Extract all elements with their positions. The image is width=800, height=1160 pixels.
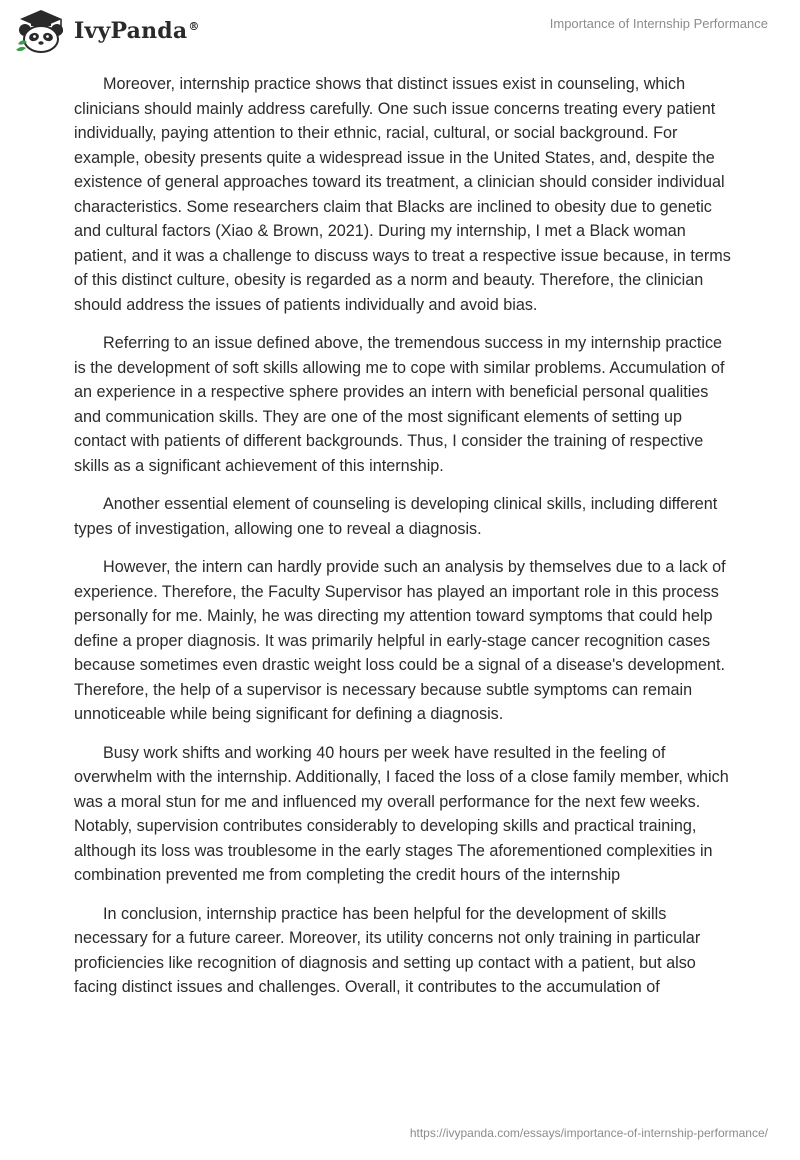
page-header bbox=[0, 0, 800, 60]
document-title: Importance of Internship Performance bbox=[549, 16, 768, 31]
paragraph: Another essential element of counseling is developing clinical skills, including different types of investigation, allowing one to reveal a diagnosis. bbox=[74, 495, 718, 538]
panda-graduate-icon bbox=[14, 8, 68, 54]
paragraph: However, the intern can hardly provide such an analysis by themselves due to a lack of experience. Therefore, the Faculty Supervisor has played an important role in this process personally for me. Mainly, he was directing my attention toward symptoms that could help define a proper diagnosis. It was primarily helpful in early-stage cancer recognition cases because sometimes even drastic weight loss could be a signal of a disease's development. Therefore, the help of a supervisor is necessary because subtle symptoms can remain unnoticeable while being significant for defining a diagnosis. bbox=[74, 558, 726, 723]
ivypanda-logo[interactable] bbox=[14, 8, 200, 54]
paragraph: Moreover, internship practice shows that distinct issues exist in counseling, which clinicians should mainly address carefully. One such issue concerns treating every patient individually, paying attention to their ethnic, racial, cultural, or social background. For example, obesity presents quite a widespread issue in the United States, and, despite the existence of general approaches toward its treatment, a clinician should consider individual characteristics. Some researchers claim that Blacks are inclined to obesity due to genetic and cultural factors (Xiao & Brown, 2021). During my internship, I met a Black woman patient, and it was a challenge to discuss ways to treat a respective issue because, in terms of this distinct culture, obesity is regarded as a norm and beauty. Therefore, the clinician should address the issues of patients individually and avoid bias. bbox=[74, 75, 731, 314]
registered-mark: ® bbox=[188, 19, 200, 33]
brand-name: IvyPanda® bbox=[74, 18, 200, 44]
essay-body bbox=[74, 72, 734, 1014]
source-url[interactable]: https://ivypanda.com/essays/importance-of-internship-performance/ bbox=[409, 1126, 768, 1140]
paragraph: Referring to an issue defined above, the tremendous success in my internship practice is the development of soft skills allowing me to cope with similar problems. Accumulation of an experience in a respective sphere provides an intern with beneficial personal qualities and communication skills. They are one of the most significant elements of setting up contact with patients of different backgrounds. Thus, I consider the training of respective skills as a significant achievement of this internship. bbox=[74, 334, 725, 475]
paragraph: In conclusion, internship practice has been helpful for the development of skills necessary for a future career. Moreover, its utility concerns not only training in particular proficiencies like recognition of diagnosis and setting up contact with a patient, but also facing distinct issues and challenges. Overall, it contributes to the accumulation of bbox=[74, 904, 701, 996]
paragraph: Busy work shifts and working 40 hours per week have resulted in the feeling of overwhelm with the internship. Additionally, I faced the loss of a close family member, which was a moral stun for me and influenced my overall performance for the next few weeks. Notably, supervision contributes considerably to developing skills and practical training, although its loss was troublesome in the early stages The aforementioned complexities in combination prevented me from completing the credit hours of the internship bbox=[74, 743, 729, 884]
